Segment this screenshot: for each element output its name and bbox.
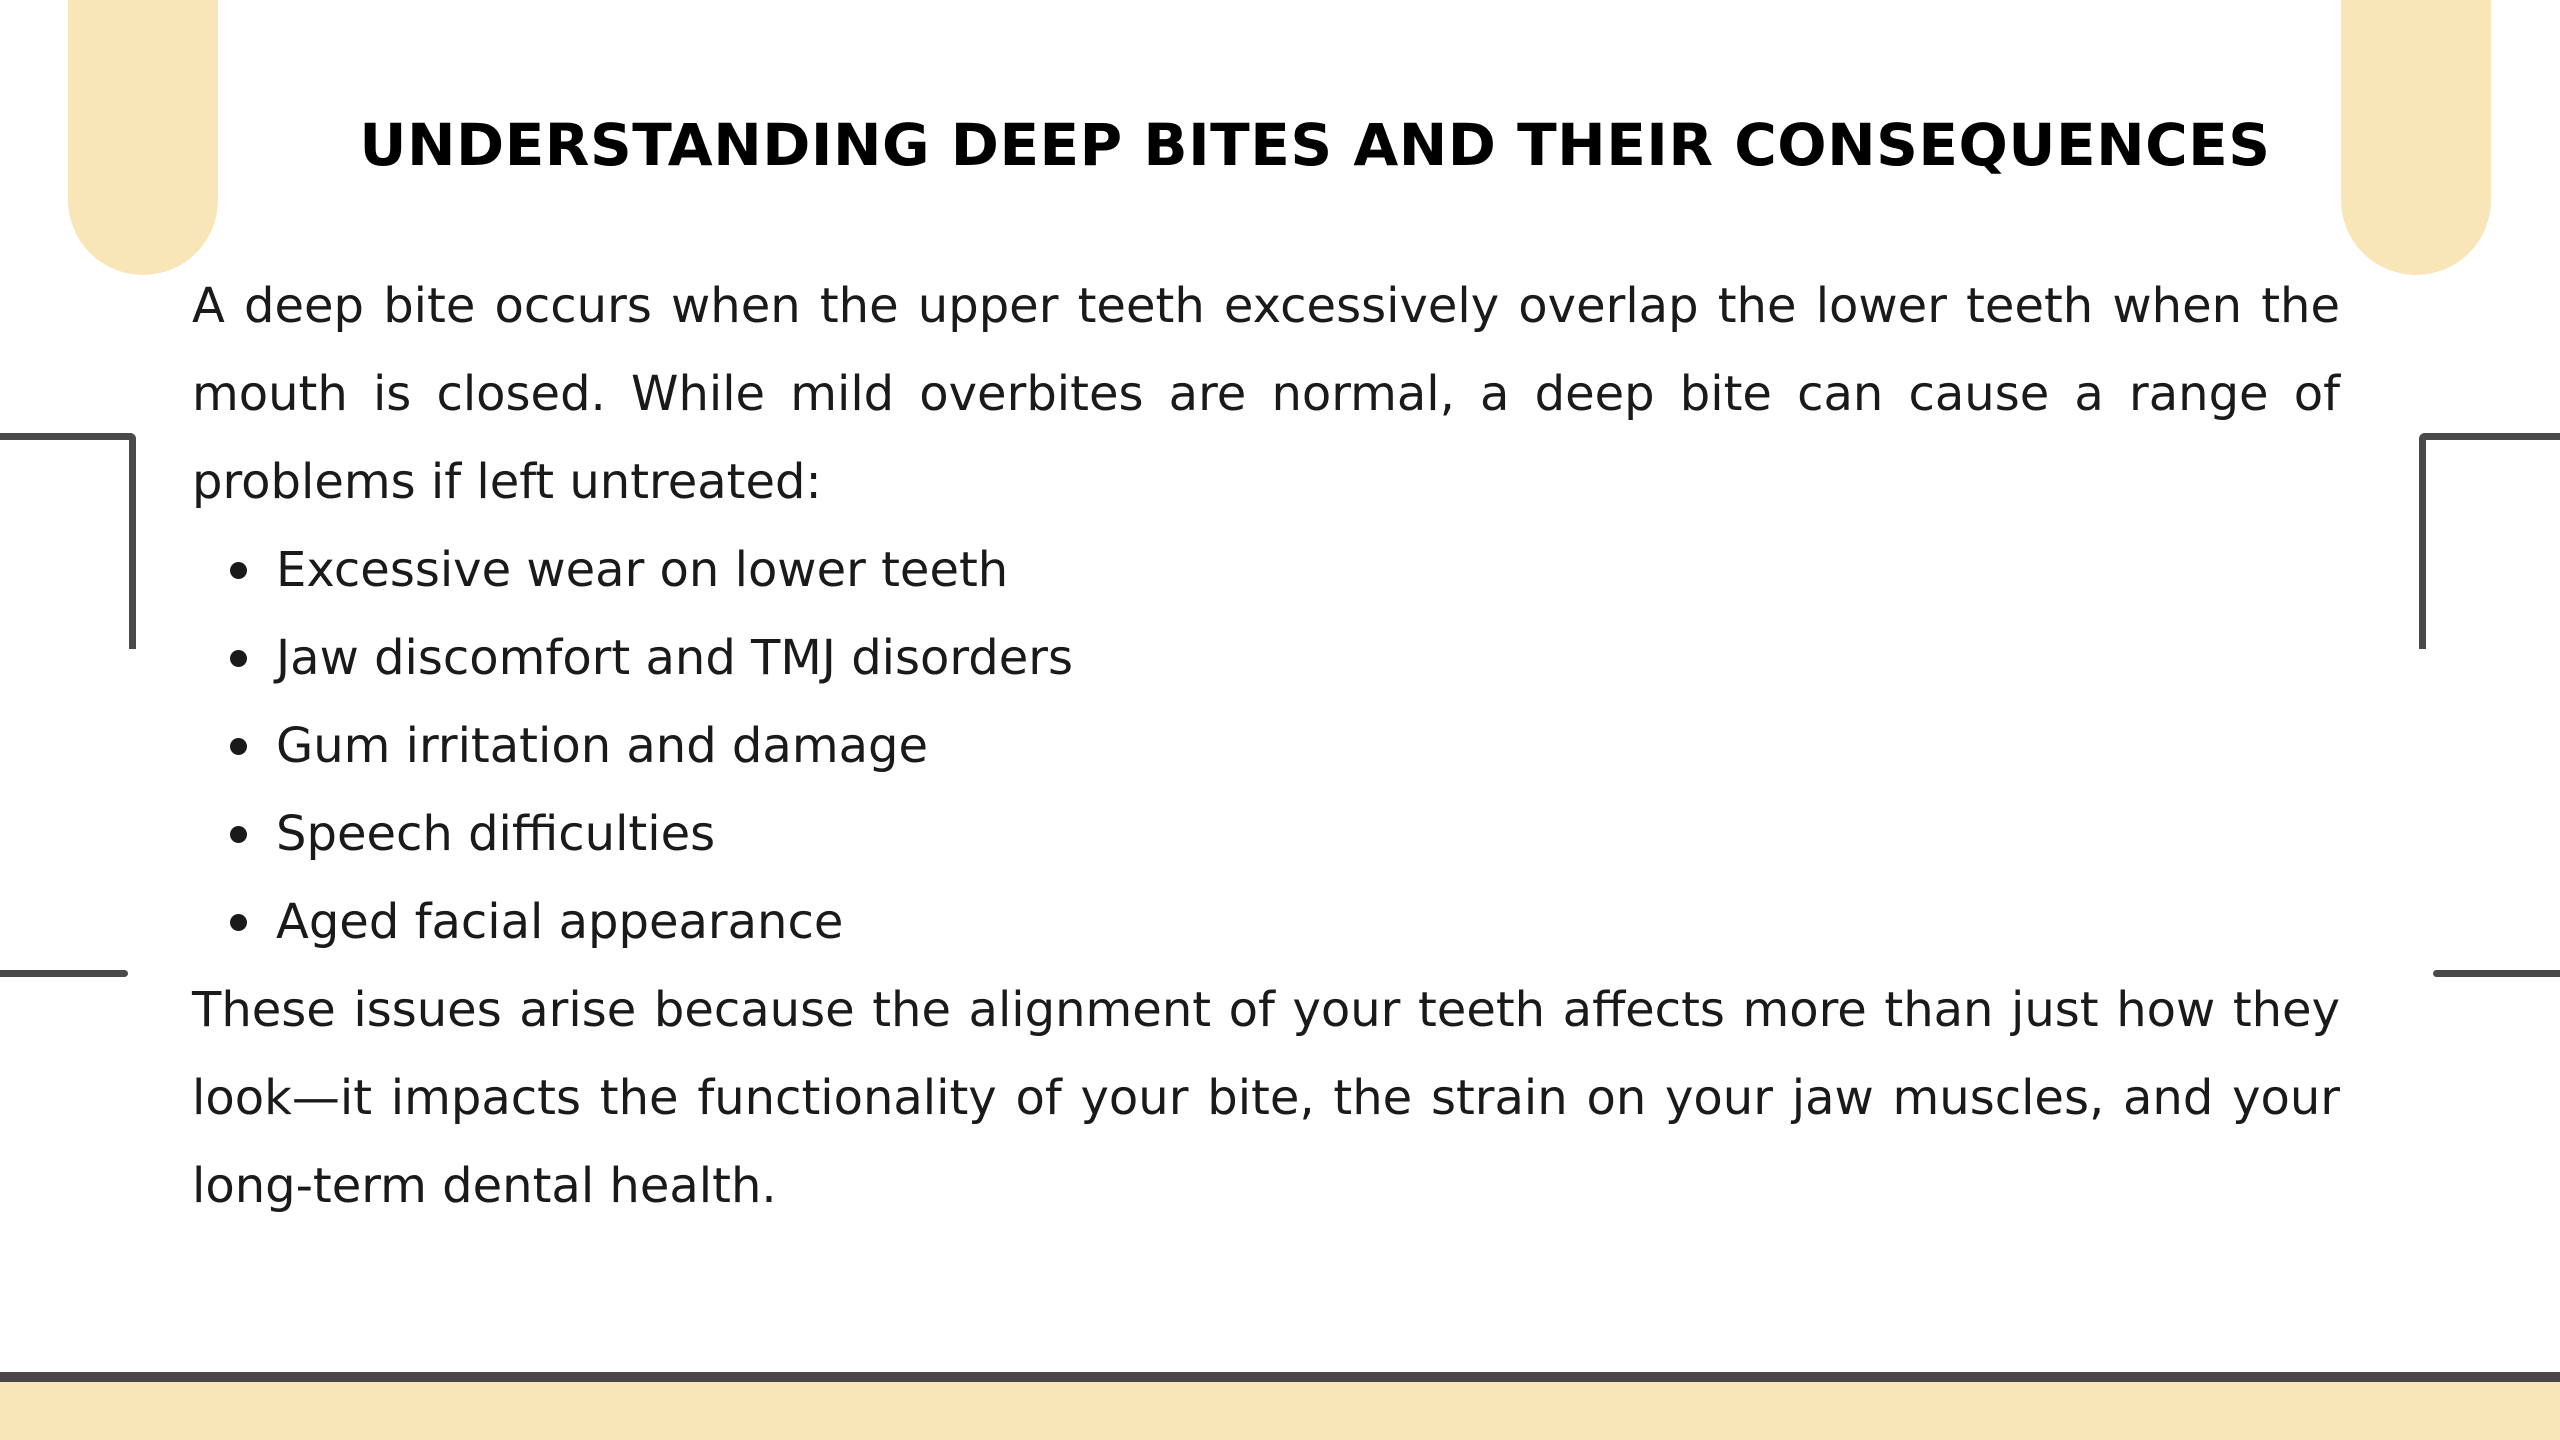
consequence-list <box>192 526 2340 966</box>
decorative-bracket-right <box>2419 433 2560 649</box>
decorative-dash-left <box>0 970 128 977</box>
list-item-text: Aged facial appearance <box>276 894 844 950</box>
list-item-text: Jaw discomfort and TMJ disorders <box>276 630 1074 686</box>
list-item-text: Gum irritation and damage <box>276 718 928 774</box>
bullet-icon <box>230 738 247 755</box>
decorative-dash-right <box>2433 970 2560 977</box>
slide-body <box>192 262 2340 1230</box>
footer-band <box>0 1382 2560 1440</box>
list-item <box>192 526 2340 614</box>
decorative-bracket-left <box>0 433 136 649</box>
decorative-tab-left <box>68 0 218 275</box>
intro-paragraph: A deep bite occurs when the upper teeth excessively overlap the lower teeth when the mouth is closed. While mild overbites are normal, a deep bite can cause a range of problems if left untreated: <box>192 278 2340 510</box>
list-item <box>192 702 2340 790</box>
bullet-icon <box>230 562 247 579</box>
list-item <box>192 614 2340 702</box>
footer-divider <box>0 1372 2560 1382</box>
list-item <box>192 790 2340 878</box>
list-item <box>192 878 2340 966</box>
bullet-icon <box>230 914 247 931</box>
list-item-text: Excessive wear on lower teeth <box>276 542 1009 598</box>
list-item-text: Speech difficulties <box>276 806 716 862</box>
slide-title: UNDERSTANDING DEEP BITES AND THEIR CONSEQUENCES <box>359 111 2271 179</box>
bullet-icon <box>230 650 247 667</box>
conclusion-paragraph: These issues arise because the alignment of your teeth affects more than just how they look—it impacts the functionality of your bite, the strain on your jaw muscles, and your long-term dental health. <box>192 982 2340 1214</box>
bullet-icon <box>230 826 247 843</box>
